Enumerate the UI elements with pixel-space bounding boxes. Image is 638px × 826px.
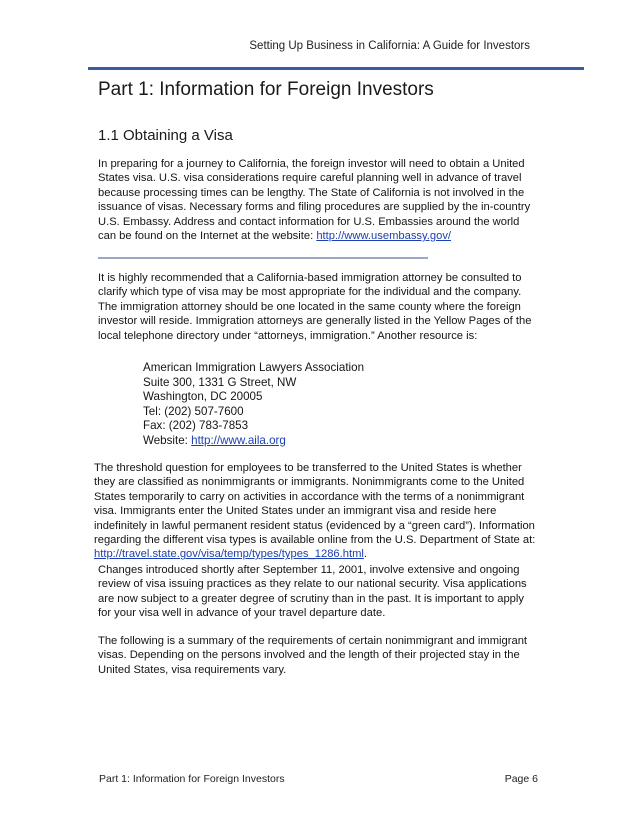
paragraph-text: In preparing for a journey to California, the foreign investor will need to obtain a United States visa. U.S. visa considerations require careful planning well in advance of travel because processing times can be lengthy. The State of California is not involved in the issuance of visas. Necessary forms and filing procedures are supplied by the in-country U.S. Embassy. Address and contact information for U.S. Embassies around the world can be found on the Internet at the website: <box>98 158 531 243</box>
paragraph-threshold <box>94 461 540 562</box>
aila-link[interactable]: http://www.aila.org <box>191 433 286 447</box>
usembassy-link[interactable]: http://www.usembassy.gov/ <box>316 230 452 243</box>
section-divider <box>98 257 428 259</box>
address-block <box>143 361 364 449</box>
paragraph-visa-intro <box>98 157 538 243</box>
address-fax: Fax: (202) 783-7853 <box>143 419 249 433</box>
address-street: Suite 300, 1331 G Street, NW <box>143 375 297 389</box>
address-tel: Tel: (202) 507-7600 <box>143 404 244 418</box>
paragraph-changes: Changes introduced shortly after September 11, 2001, involve extensive and ongoing review of visa issuing practices as they relate to our national security. Visa applications are now subject to a greater degree of scrutiny than in the past. It is important to apply for your visa well in advance of your travel departure date. <box>98 564 527 620</box>
paragraph-summary: The following is a summary of the requirements of certain nonimmigrant and immigrant visas. Depending on the persons involved and the length of their projected stay in the United States, visa requirements vary. <box>98 635 528 676</box>
paragraph-text: The threshold question for employees to be transferred to the United States is whether they are classified as nonimmigrants or immigrants. Nonimmigrants come to the United States temporarily to carry on activities in accordance with the terms of a nonimmigrant visa. Immigrants enter the United States under an immigrant visa and reside here indefinitely in lawful permanent resident status (evidenced by a “green card”). Information regarding the different visa types is available online from the U.S. Department of State at: <box>94 462 536 547</box>
running-header: Setting Up Business in California: A Guide for Investors <box>249 40 530 52</box>
page-number: Page 6 <box>504 773 538 785</box>
footer-title: Part 1: Information for Foreign Investors <box>99 773 285 785</box>
address-website <box>143 434 364 449</box>
paragraph-end: . <box>363 548 367 561</box>
travel-state-link[interactable]: http://travel.state.gov/visa/temp/types/types_1286.html <box>94 548 364 561</box>
address-org: American Immigration Lawyers Association <box>143 361 365 374</box>
paragraph-attorney: It is highly recommended that a California-based immigration attorney be consulted to clarify which type of visa may be most appropriate for the individual and the company. The immigration attorney should be one located in the same county where the foreign investor will reside. Immigration attorneys are generally listed in the Yellow Pages of the local telephone directory under “attorneys, immigration.” Another resource is: <box>98 272 532 342</box>
address-city: Washington, DC 20005 <box>143 390 263 404</box>
part-title: Part 1: Information for Foreign Investors <box>98 79 434 100</box>
section-title: 1.1 Obtaining a Visa <box>98 127 233 144</box>
header-rule <box>88 67 584 70</box>
website-label: Website: <box>143 433 192 447</box>
